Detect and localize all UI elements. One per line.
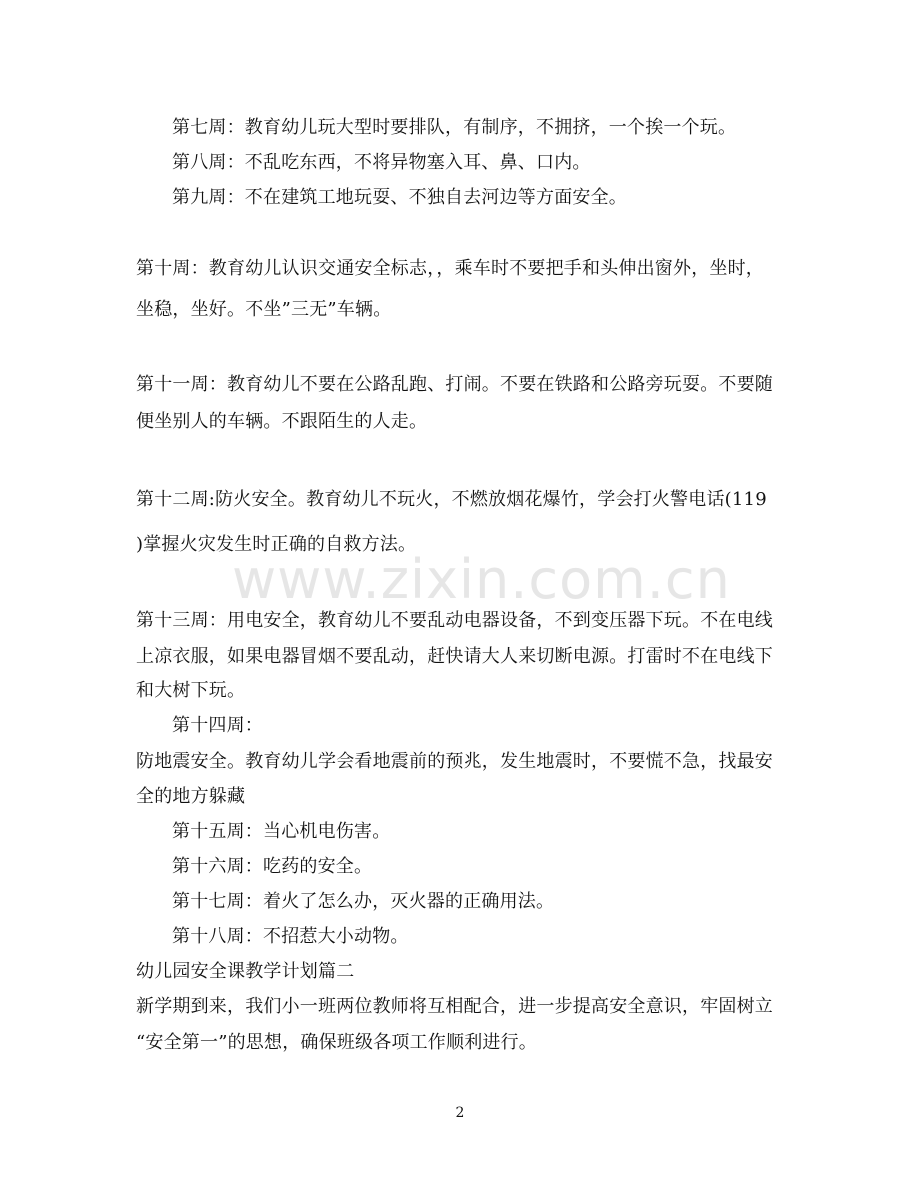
paragraph-line-2: “安全第一”的思想，确保班级各项工作顺利进行。 [136,1032,538,1053]
text-line-week-9: 第九周：不在建筑工地玩耍、不独自去河边等方面安全。 [172,187,627,208]
text-line-week-8: 第八周：不乱吃东西，不将异物塞入耳、鼻、口内。 [172,152,591,173]
text-line-week-16: 第十六周：吃药的安全。 [172,856,373,877]
text-line-week-17: 第十七周：着火了怎么办，灭火器的正确用法。 [172,891,555,912]
paragraph-line-1: 新学期到来，我们小一班两位教师将互相配合，进一步提高安全意识，牢固树立 [136,996,773,1017]
page-number: 2 [455,1105,465,1121]
text-line-week-15: 第十五周：当心机电伤害。 [172,821,391,842]
text-line-week-12-b: )掌握火灾发生时正确的自救方法。 [136,534,417,555]
text-line-week-10-b: 坐稳，坐好。不坐”三无”车辆。 [136,299,392,320]
text-line-week-11-b: 便坐别人的车辆。不跟陌生的人走。 [136,411,428,432]
text-line-week-11-a: 第十一周：教育幼儿不要在公路乱跑、打闹。不要在铁路和公路旁玩耍。不要随 [136,374,773,395]
text-line-week-14-title: 第十四周： [172,715,263,736]
watermark: www.zixin.com.cn [232,548,731,611]
text-line-week-10-a: 第十周：教育幼儿认识交通安全标志，，乘车时不要把手和头伸出窗外，坐时， [136,258,764,279]
text-line-week-18: 第十八周：不招惹大小动物。 [172,926,409,947]
text-line-week-14-a: 防地震安全。教育幼儿学会看地震前的预兆，发生地震时，不要慌不急，找最安 [136,751,773,772]
section-heading: 幼儿园安全课教学计划篇二 [136,961,355,982]
text-line-week-13-c: 和大树下玩。 [136,680,246,701]
text-line-week-14-b: 全的地方躲藏 [136,786,246,807]
text-line-week-12-a: 第十二周:防火安全。教育幼儿不玩火，不燃放烟花爆竹，学会打火警电话(119 [136,489,767,510]
text-line-week-13-a: 第十三周：用电安全，教育幼儿不要乱动电器设备，不到变压器下玩。不在电线 [136,610,773,631]
text-line-week-7: 第七周：教育幼儿玩大型时要排队，有制序，不拥挤，一个挨一个玩。 [172,117,737,138]
text-line-week-13-b: 上凉衣服，如果电器冒烟不要乱动，赶快请大人来切断电源。打雷时不在电线下 [136,646,773,667]
